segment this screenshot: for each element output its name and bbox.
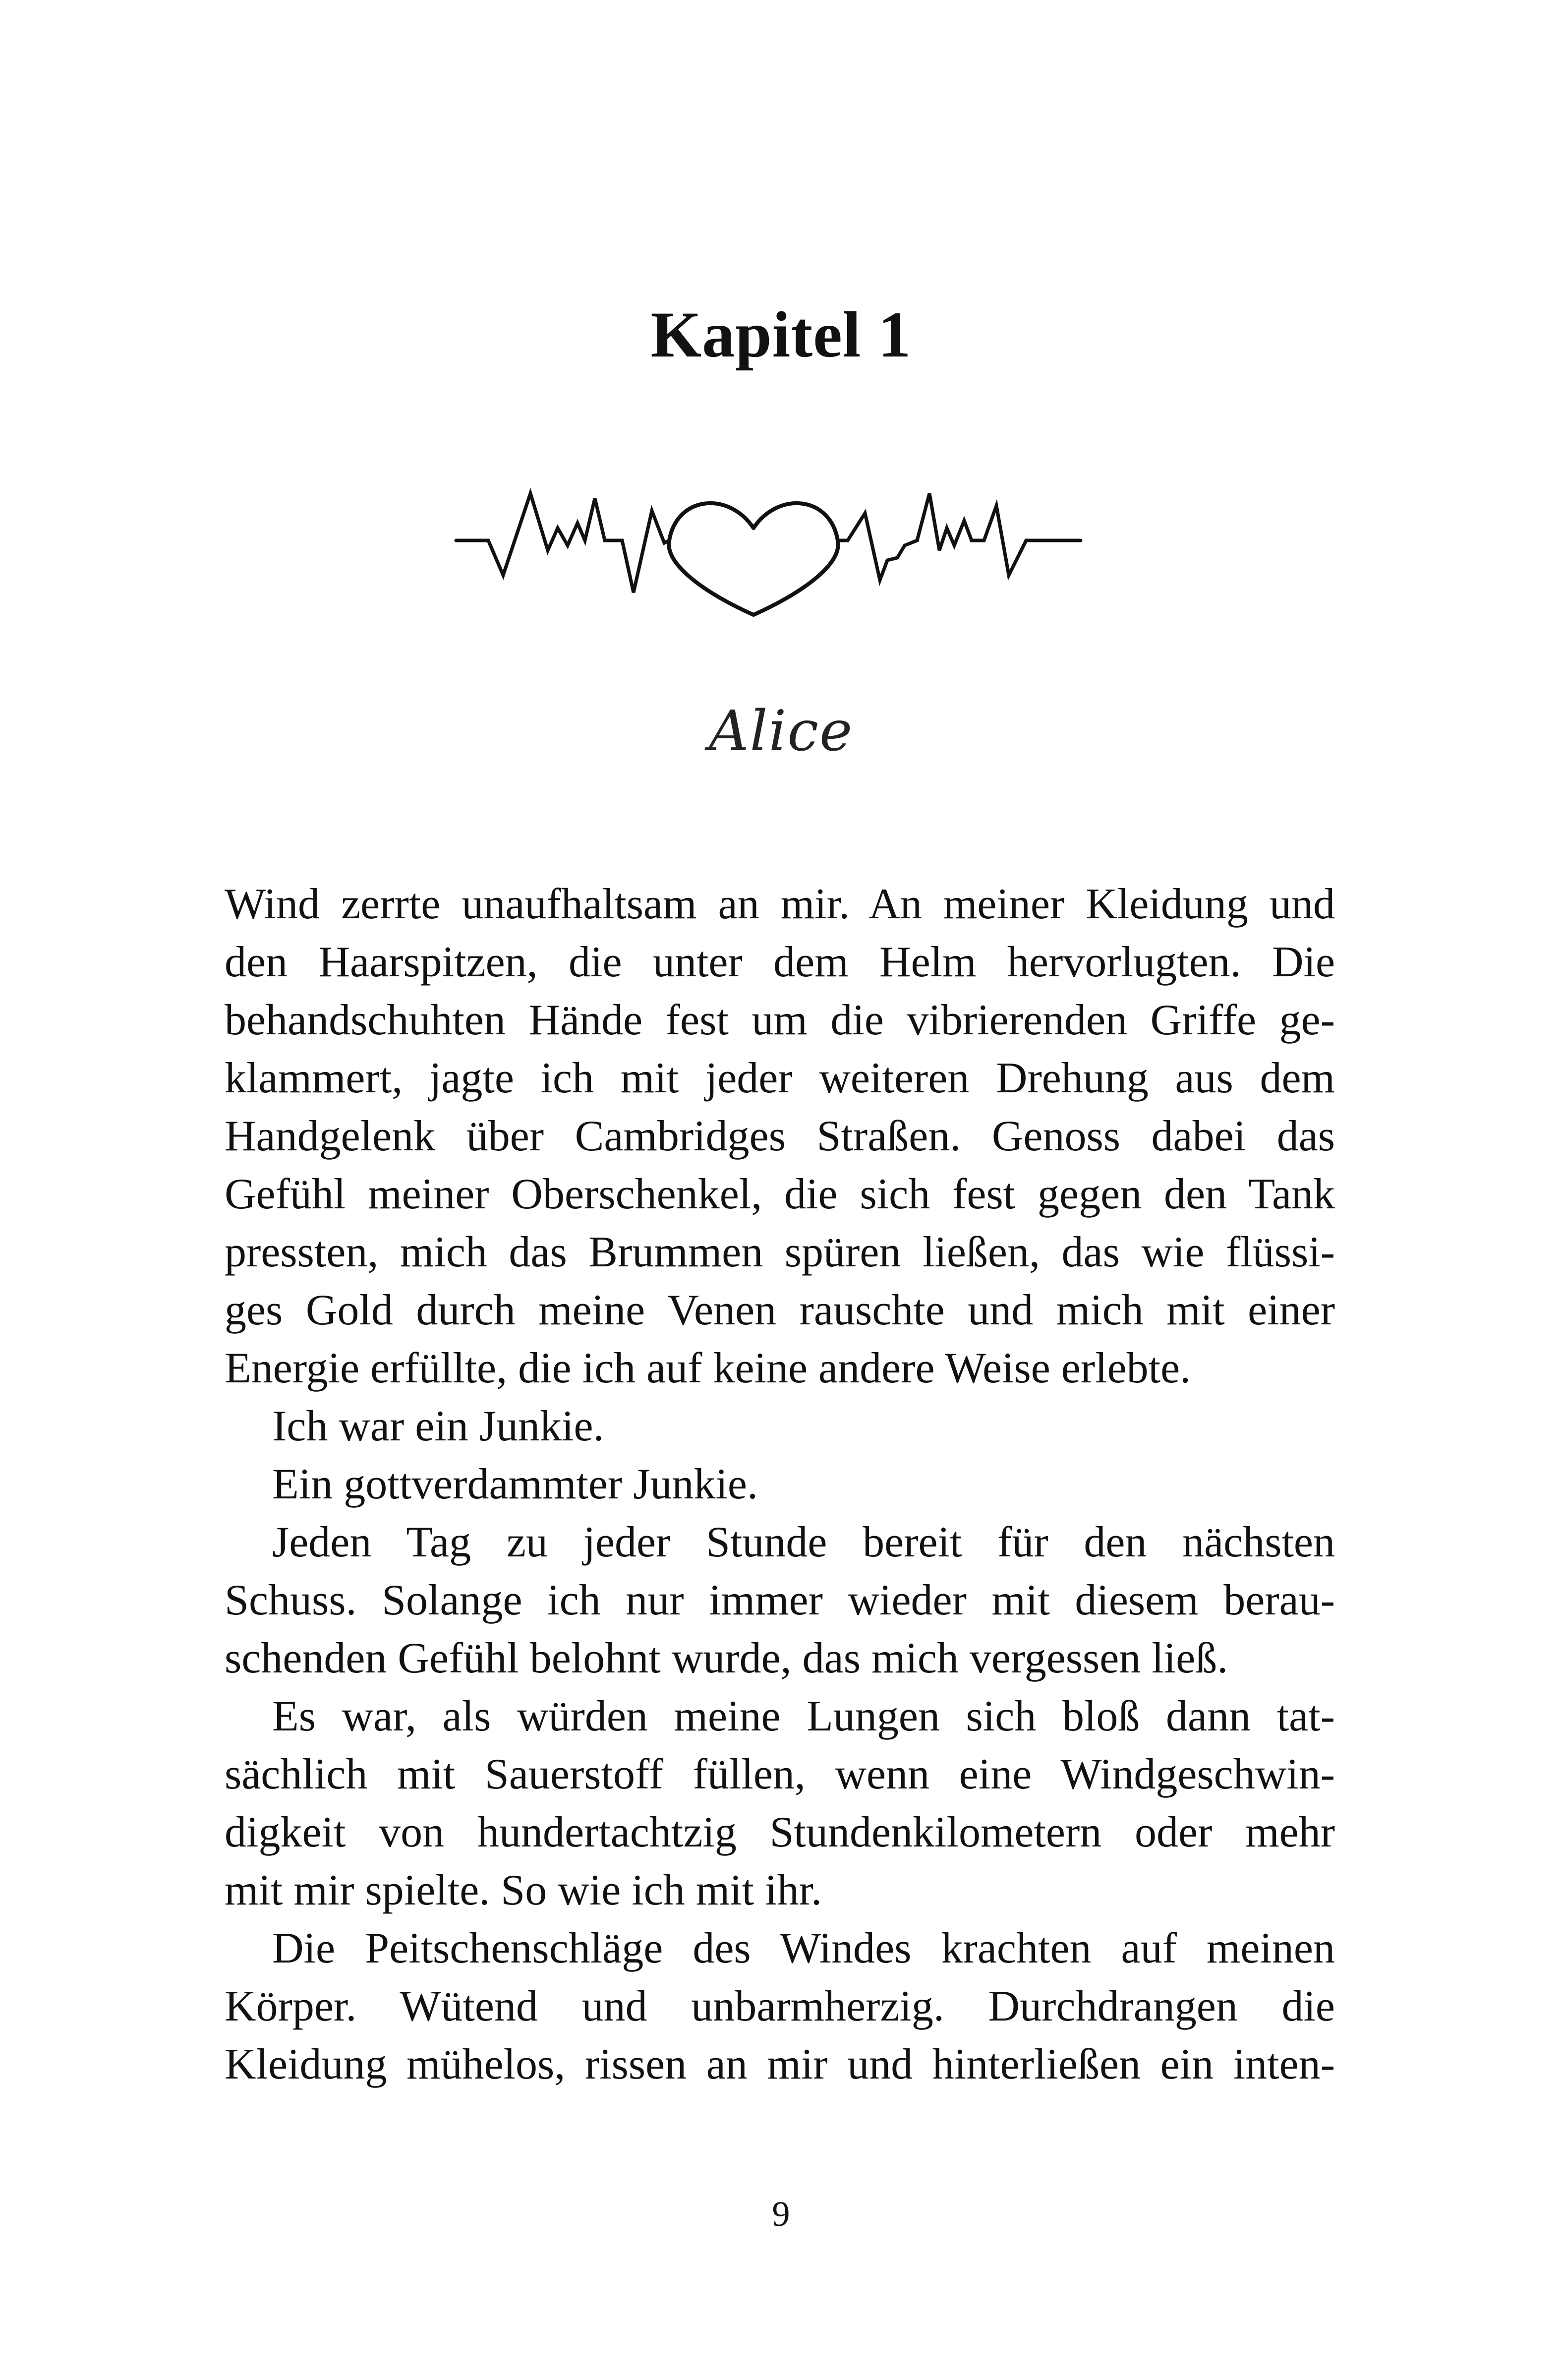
text-line: klammert, jagte ich mit jeder weiteren Drehung aus dem bbox=[225, 1054, 1335, 1102]
text-line: ges Gold durch meine Venen rauschte und mich mit einer bbox=[225, 1286, 1335, 1334]
chapter-body-text bbox=[225, 875, 1335, 2093]
pov-character-name: Alice bbox=[708, 699, 854, 764]
text-line: Ich war ein Junkie. bbox=[272, 1402, 604, 1450]
text-line: pressten, mich das Brummen spüren ließen, das wie flüssi- bbox=[225, 1228, 1335, 1276]
text-line: den Haarspitzen, die unter dem Helm hervorlugten. Die bbox=[225, 938, 1335, 986]
text-line: Handgelenk über Cambridges Straßen. Genoss dabei das bbox=[225, 1112, 1335, 1160]
text-line: Wind zerrte unaufhaltsam an mir. An meiner Kleidung und bbox=[225, 880, 1335, 928]
text-line: Gefühl meiner Oberschenkel, die sich fest gegen den Tank bbox=[225, 1170, 1335, 1218]
text-line: mit mir spielte. So wie ich mit ihr. bbox=[225, 1866, 822, 1914]
text-line: Energie erfüllte, die ich auf keine andere Weise erlebte. bbox=[225, 1344, 1191, 1392]
text-line: behandschuhten Hände fest um die vibrierenden Griffe ge- bbox=[225, 996, 1335, 1044]
heartbeat-heart-icon bbox=[451, 476, 1086, 625]
text-line: Es war, als würden meine Lungen sich bloß dann tat- bbox=[272, 1692, 1335, 1740]
text-line: digkeit von hundertachtzig Stundenkilometern oder mehr bbox=[225, 1808, 1335, 1856]
text-line: Die Peitschenschläge des Windes krachten auf meinen bbox=[272, 1924, 1335, 1972]
text-line: Jeden Tag zu jeder Stunde bereit für den nächsten bbox=[272, 1518, 1335, 1566]
text-line: Ein gottverdammter Junkie. bbox=[272, 1460, 758, 1508]
page-number: 9 bbox=[772, 2194, 790, 2234]
text-line: sächlich mit Sauerstoff füllen, wenn eine Windgeschwin- bbox=[225, 1750, 1335, 1798]
text-line: schenden Gefühl belohnt wurde, das mich vergessen ließ. bbox=[225, 1634, 1228, 1682]
text-line: Körper. Wütend und unbarmherzig. Durchdrangen die bbox=[225, 1982, 1335, 2030]
text-line: Kleidung mühelos, rissen an mir und hinterließen ein inten- bbox=[225, 2040, 1335, 2088]
text-line: Schuss. Solange ich nur immer wieder mit diesem berau- bbox=[225, 1576, 1335, 1624]
chapter-title: Kapitel 1 bbox=[650, 298, 912, 371]
